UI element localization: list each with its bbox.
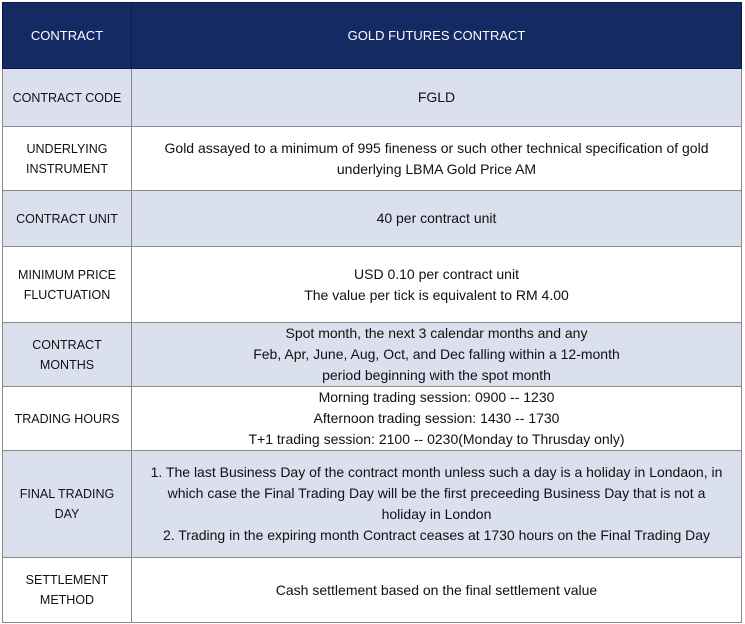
row-label <box>3 387 132 451</box>
header-row <box>3 3 742 69</box>
row-value-line: FGLD <box>417 89 456 105</box>
table-row-minimum-price-fluctuation <box>3 247 742 323</box>
table-row-settlement-method <box>3 558 742 623</box>
row-value <box>132 247 742 323</box>
row-label <box>3 323 132 387</box>
row-value-line: Afternoon trading session: 1430 -- 1730 <box>313 410 560 426</box>
row-value <box>132 323 742 387</box>
row-value-line: 1. The last Business Day of the contract month unless such a day is a holiday in Londaon, in <box>150 464 723 480</box>
row-label-line: CONTRACT <box>32 337 102 352</box>
row-label-line: SETTLEMENT <box>25 573 109 587</box>
row-value-line: holiday in London <box>381 506 492 522</box>
row-label-line: DAY <box>54 507 80 521</box>
row-label-line: INSTRUMENT <box>26 161 108 176</box>
row-label <box>3 247 132 323</box>
row-value-line: Feb, Apr, June, Aug, Oct, and Dec falling within a 12-month <box>253 346 620 362</box>
row-value-line: USD 0.10 per contract unit <box>354 265 519 282</box>
table-row-underlying-instrument <box>3 127 742 191</box>
row-label <box>3 69 132 127</box>
row-value <box>132 451 742 558</box>
row-value-line: Morning trading session: 0900 -- 1230 <box>318 389 555 405</box>
row-value-line: underlying LBMA Gold Price AM <box>336 160 537 177</box>
row-value-line: The value per tick is equivalent to RM 4.00 <box>304 286 569 303</box>
row-label <box>3 451 132 558</box>
row-label-line: FINAL TRADING <box>19 487 115 501</box>
table-row-final-trading-day <box>3 451 742 558</box>
row-value-line: T+1 trading session: 2100 -- 0230(Monday to Thrusday only) <box>248 431 625 447</box>
row-label-line: MINIMUM PRICE <box>18 267 116 282</box>
table-row-contract-code <box>3 69 742 127</box>
row-value-line: which case the Final Trading Day will be the first preceeding Business Day that is not a <box>167 485 706 501</box>
row-label <box>3 127 132 191</box>
table-row-contract-months <box>3 323 742 387</box>
contract-spec-table <box>2 2 742 623</box>
row-label-line: CONTRACT UNIT <box>16 211 118 226</box>
row-value <box>132 191 742 247</box>
row-label <box>3 191 132 247</box>
row-value <box>132 558 742 623</box>
row-value-line: Cash settlement based on the final settlement value <box>275 581 598 598</box>
row-label <box>3 558 132 623</box>
row-value <box>132 387 742 451</box>
row-label-line: METHOD <box>39 593 95 607</box>
row-label-line: TRADING HOURS <box>14 411 120 426</box>
row-value-line: Spot month, the next 3 calendar months and any <box>285 325 588 341</box>
row-value <box>132 127 742 191</box>
row-value-line: period beginning with the spot month <box>322 367 551 383</box>
row-label-line: MONTHS <box>39 357 95 372</box>
table-row-trading-hours <box>3 387 742 451</box>
header-value-cell: GOLD FUTURES CONTRACT <box>132 3 742 69</box>
row-value-line: 40 per contract unit <box>376 210 497 226</box>
table-row-contract-unit <box>3 191 742 247</box>
row-label-line: CONTRACT CODE <box>12 90 122 105</box>
row-label-line: FLUCTUATION <box>23 287 111 302</box>
header-label-cell: CONTRACT <box>3 3 132 69</box>
row-label-line: UNDERLYING <box>26 141 108 156</box>
row-value <box>132 69 742 127</box>
row-value-line: 2. Trading in the expiring month Contract ceases at 1730 hours on the Final Trading Day <box>162 527 711 543</box>
row-value-line: Gold assayed to a minimum of 995 fineness or such other technical specification of gold <box>164 139 709 156</box>
